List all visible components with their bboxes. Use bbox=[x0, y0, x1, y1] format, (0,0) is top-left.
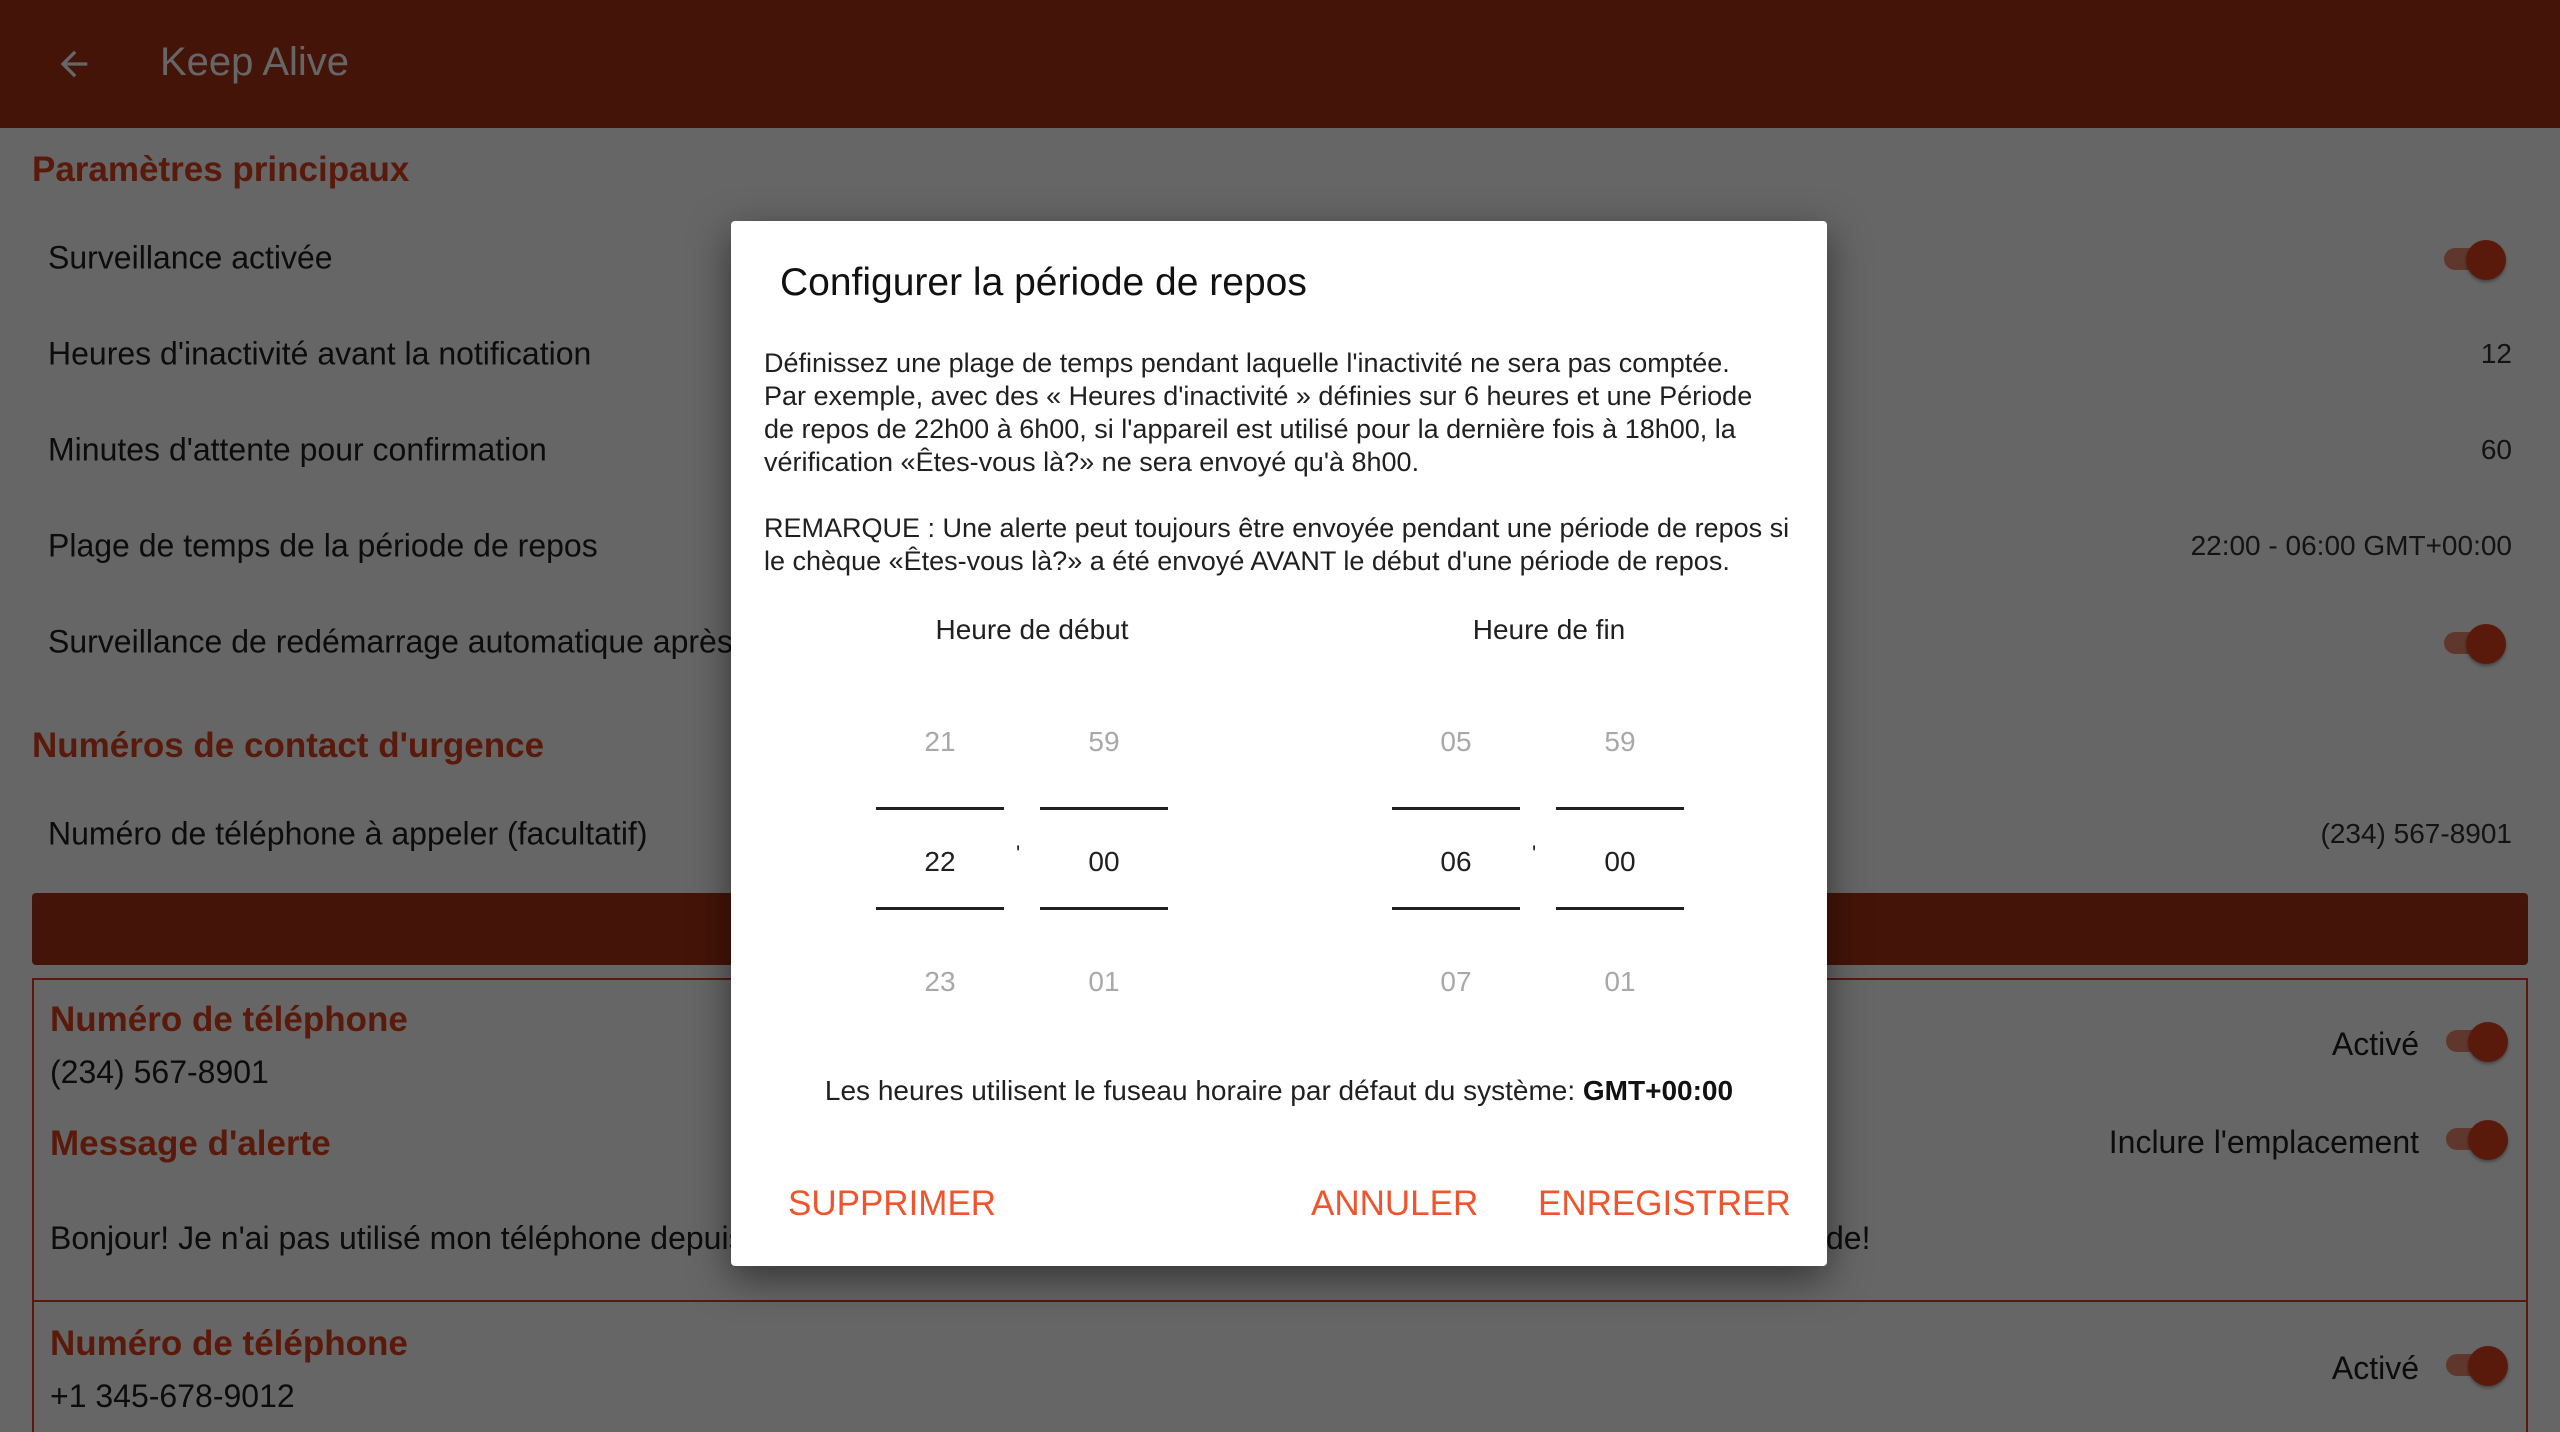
save-button[interactable]: ENREGISTRER bbox=[1538, 1184, 1791, 1223]
end-hour-prev[interactable]: 05 bbox=[1440, 726, 1472, 757]
end-minute-picker[interactable]: 00 bbox=[1604, 846, 1636, 877]
description-line: Par exemple, avec des « Heures d'inactivité » définies sur 6 heures et une Période bbox=[764, 381, 1753, 411]
end-hour-next[interactable]: 07 bbox=[1440, 966, 1472, 997]
start-minute-divider-bottom bbox=[1040, 907, 1168, 910]
timezone-text: Les heures utilisent le fuseau horaire par défaut du système: bbox=[824, 1075, 1583, 1106]
end-minute-divider-top bbox=[1556, 807, 1684, 810]
start-minute-prev[interactable]: 59 bbox=[1088, 726, 1120, 757]
description-line: Définissez une plage de temps pendant laquelle l'inactivité ne sera pas comptée. bbox=[764, 348, 1730, 378]
start-hour-prev[interactable]: 21 bbox=[924, 726, 956, 757]
dialog-description bbox=[764, 347, 1804, 479]
dialog-title: Configurer la période de repos bbox=[780, 261, 1307, 304]
end-minute-next[interactable]: 01 bbox=[1604, 966, 1636, 997]
start-time-separator: ' bbox=[1016, 841, 1021, 866]
delete-button[interactable]: SUPPRIMER bbox=[788, 1184, 997, 1223]
end-time-label: Heure de fin bbox=[1472, 614, 1626, 645]
timezone-note bbox=[731, 1075, 1827, 1107]
start-minute-next[interactable]: 01 bbox=[1088, 966, 1120, 997]
note-line: REMARQUE : Une alerte peut toujours être envoyée pendant une période de repos si bbox=[764, 513, 1790, 543]
rest-period-dialog bbox=[731, 221, 1827, 1266]
end-hour-picker[interactable]: 06 bbox=[1440, 846, 1472, 877]
end-minute-prev[interactable]: 59 bbox=[1604, 726, 1636, 757]
end-hour-divider-top bbox=[1392, 807, 1520, 810]
end-hour-divider-bottom bbox=[1392, 907, 1520, 910]
note-line: le chèque «Êtes-vous là?» a été envoyé AVANT le début d'une période de repos. bbox=[764, 546, 1730, 576]
start-hour-divider-top bbox=[876, 807, 1004, 810]
description-line: vérification «Êtes-vous là?» ne sera envoyé qu'à 8h00. bbox=[764, 447, 1420, 477]
description-line: de repos de 22h00 à 6h00, si l'appareil est utilisé pour la dernière fois à 18h00, la bbox=[764, 414, 1736, 444]
cancel-button[interactable]: ANNULER bbox=[1311, 1184, 1479, 1223]
dialog-note bbox=[764, 512, 1804, 578]
start-hour-picker[interactable]: 22 bbox=[924, 846, 956, 877]
start-hour-divider-bottom bbox=[876, 907, 1004, 910]
start-minute-picker[interactable]: 00 bbox=[1088, 846, 1120, 877]
start-minute-divider-top bbox=[1040, 807, 1168, 810]
timezone-value: GMT+00:00 bbox=[1582, 1075, 1734, 1106]
start-hour-next[interactable]: 23 bbox=[924, 966, 956, 997]
end-time-separator: ' bbox=[1532, 841, 1537, 866]
start-time-label: Heure de début bbox=[935, 614, 1129, 645]
end-minute-divider-bottom bbox=[1556, 907, 1684, 910]
